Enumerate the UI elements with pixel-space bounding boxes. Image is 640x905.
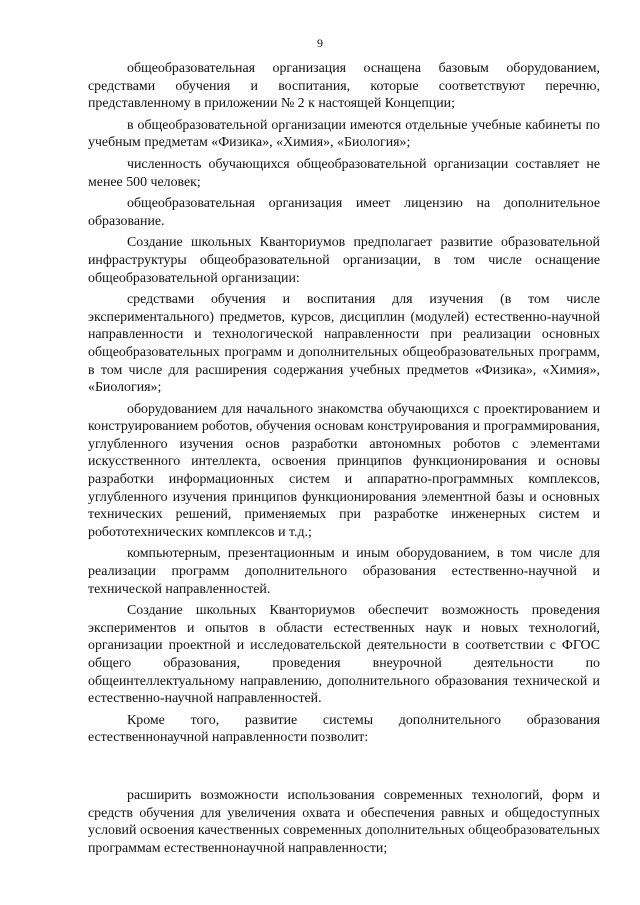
paragraph: Создание школьных Кванториумов предполагает развитие образовательной инфраструктуры общеобразовательной организации, в том числе оснащение общеобразовательной организации: — [88, 235, 600, 286]
document-body — [88, 60, 600, 861]
paragraph: оборудованием для начального знакомства обучающихся с проектированием и конструированием роботов, обучения основам конструирования и программирования, углубленного изучения основ разработки автономных роботов с элементами искусственного интеллекта, освоения принципов функционирования и основы разработки информационных систем и аппаратно-программных комплексов, углубленного изучения принципов функционирования элементной базы и основных технических решений, применяемых при разработке инженерных систем и робототехнических комплексов и т.д.; — [88, 401, 600, 540]
paragraph: в общеобразовательной организации имеются отдельные учебные кабинеты по учебным предметам «Физика», «Химия», «Биология»; — [88, 117, 600, 151]
paragraph: компьютерным, презентационным и иным оборудованием, в том числе для реализации программ дополнительного образования естественно-научной и технической направленностей. — [88, 546, 600, 597]
paragraph: Создание школьных Кванториумов обеспечит возможность проведения экспериментов и опытов в области естественных наук и новых технологий, организации проектной и исследовательской деятельности в соответствии с ФГОС общего образования, проведения внеурочной деятельности по общеинтеллектуальному направлению, дополнительного образования технической и естественно-научной направленностей. — [88, 603, 600, 707]
paragraph: общеобразовательная организация имеет лицензию на дополнительное образование. — [88, 196, 600, 229]
paragraph: средствами обучения и воспитания для изучения (в том числе экспериментального) предметов, курсов, дисциплин (модулей) естественно-научной направленности и технологической направленности при реализации основных общеобразовательных программ и дополнительных общеобразовательных программ, в том числе для расширения содержания учебных предметов «Физика», «Химия», «Биология»; — [88, 292, 600, 396]
paragraph: Кроме того, развитие системы дополнительного образования естественнонаучной направленности позволит: — [88, 712, 600, 746]
paragraph: общеобразовательная организация оснащена базовым оборудованием, средствами обучения и воспитания, которые соответствуют перечню, представленному в приложении № 2 к настоящей Концепции; — [88, 61, 600, 112]
paragraph: численность обучающихся общеобразовательной организации составляет не менее 500 человек; — [88, 156, 600, 190]
paragraph: расширить возможности использования современных технологий, форм и средств обучения для увеличения охвата и обеспечения равных и общедоступных условий освоения качественных современных дополнительных общеобразовательных программам естественнонаучной направленности; — [88, 787, 600, 856]
page-number: 9 — [317, 36, 323, 50]
